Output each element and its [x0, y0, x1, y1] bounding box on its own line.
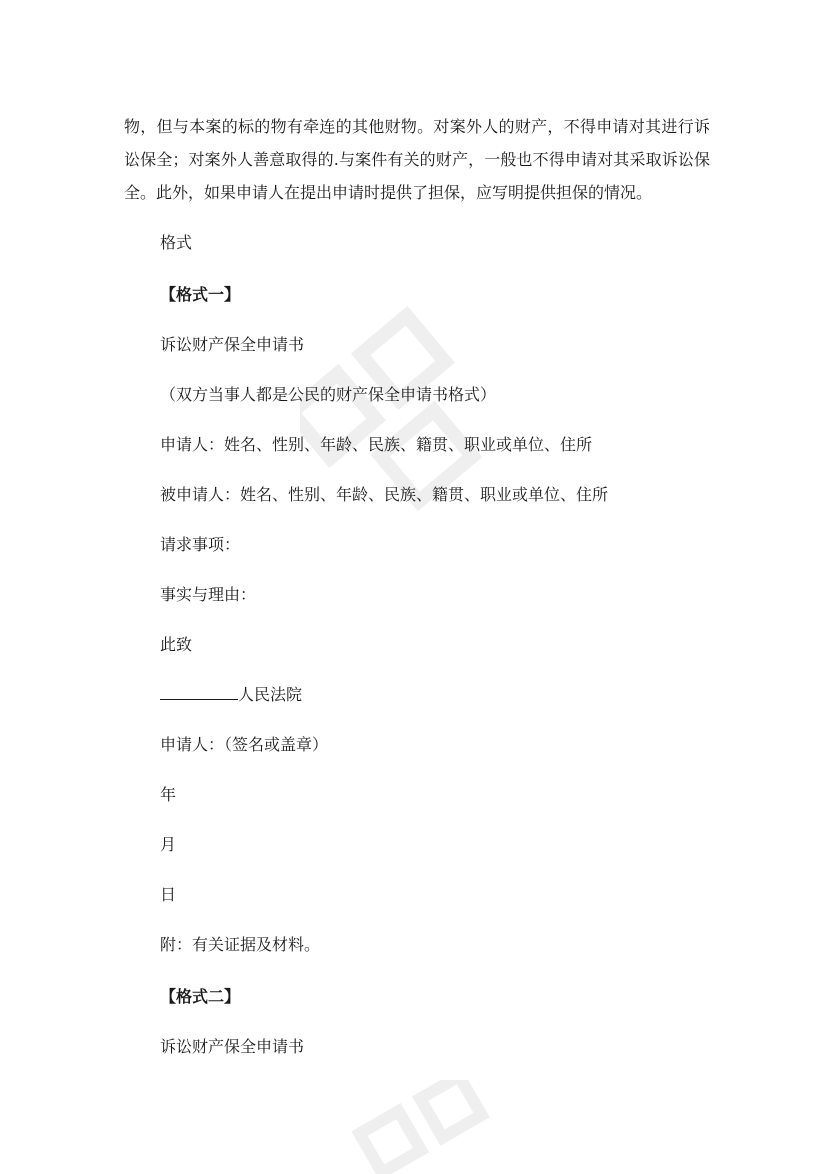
format-two-title: 【格式二】	[160, 987, 241, 1006]
intro-text: 物，但与本案的标的物有牵连的其他财物。对案外人的财产，不得申请对其进行诉讼保全；对案外人善意取得的.与案件有关的财产，一般也不得申请对其采取诉讼保全。此外，如果申请人在提出申请时提供了担保，应写明提供担保的情况。	[124, 117, 710, 202]
attachment-line: 附：有关证据及材料。	[160, 935, 321, 954]
year-label: 年	[160, 785, 177, 804]
court-name-blank	[160, 685, 238, 700]
doc-title-1: 诉讼财产保全申请书	[160, 335, 305, 354]
court-label: 人民法院	[238, 685, 303, 704]
applicant-line: 申请人：姓名、性别、年龄、民族、籍贯、职业或单位、住所	[160, 435, 593, 454]
format-heading: 格式	[160, 233, 193, 252]
salutation: 此致	[160, 635, 193, 654]
day-label: 日	[160, 885, 177, 904]
signature-line: 申请人：（签名或盖章）	[160, 735, 329, 754]
month-label: 月	[160, 835, 177, 854]
doc-title-2: 诉讼财产保全申请书	[160, 1037, 305, 1056]
watermark-icon-bottom	[350, 1080, 500, 1174]
format-one-title: 【格式一】	[160, 285, 241, 304]
court-line	[160, 684, 302, 706]
respondent-line: 被申请人：姓名、性别、年龄、民族、籍贯、职业或单位、住所	[160, 485, 609, 504]
intro-paragraph	[124, 110, 710, 209]
request-items: 请求事项：	[160, 535, 241, 554]
doc-note: （双方当事人都是公民的财产保全申请书格式）	[160, 385, 497, 404]
facts-reasons: 事实与理由：	[160, 585, 257, 604]
